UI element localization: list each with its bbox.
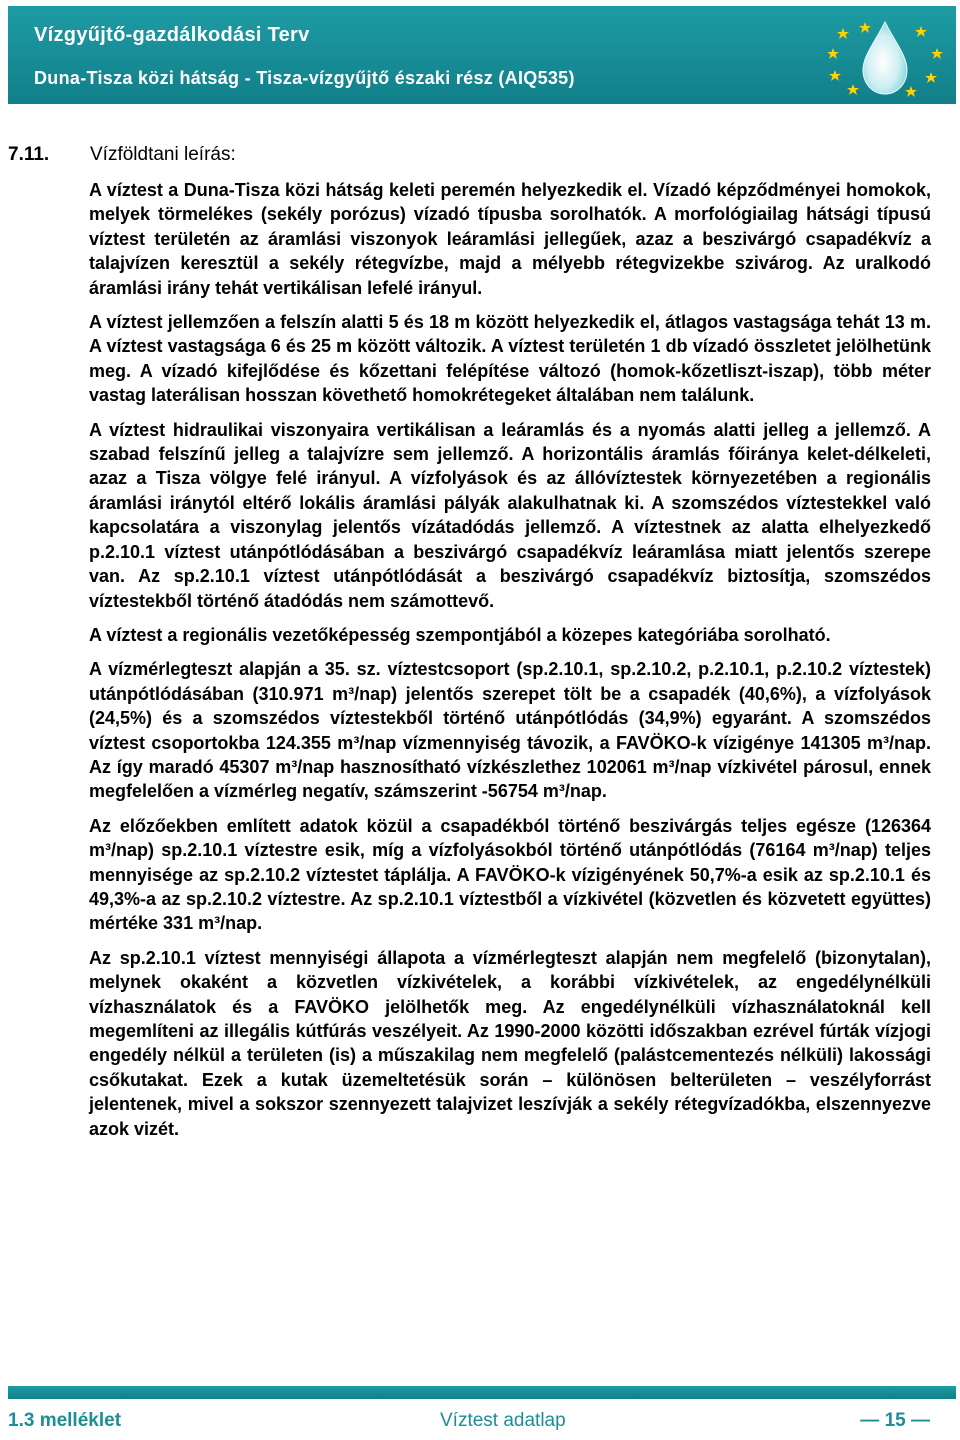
section-number: 7.11. [8,144,50,165]
footer-page-number: — 15 — [860,1410,930,1431]
paragraph-7: Az sp.2.10.1 víztest mennyiségi állapota a vízmérlegteszt alapján nem megfelelő (bizonytalan), melynek okaként a közvetlen vízkivételek, a korábbi vízkivételek, az engedélynélküli vízhasználatok és a FAVÖKO jelölhetők meg. Az engedélynélküli vízhasználatoknál kell megemlíteni az illegális kútfúrás veszélyeit. Az 1990-2000 közötti időszakban ezrével fúrták vízjogi engedély nélkül a területen (is) a műszakilag nem megfelelő (palástcementezés nélküli) lakossági csőkutakat. Ezek a kutak üzemeltetésük során – különösen belterületen – veszélyforrást jelentenek, mivel a sokszor szennyezett talajvizet leszívják a sekély rétegvízadókba, elszennyezve azok vizét. [89,947,931,1139]
paragraph-1: A víztest a Duna-Tisza közi hátság keleti peremén helyezkedik el. Vízadó képződményei homokok, melyek törmelékes (sekély porózus) vízadó típusba sorolhatók. A morfológiailag hátsági típusú víztest területén az áramlási viszonyok leáramlási jellegűek, azaz a beszivárgó csapadékvíz a talajvízen keresztül a sekély rétegvízbe, majd a mélyebb rétegvizekbe szivárog. Az uralkodó áramlási irány tehát vertikálisan lefelé irányul. [89,180,931,298]
section-heading [8,144,236,166]
section-title: Vízföldtani leírás: [90,144,236,165]
header-subtitle: Duna-Tisza közi hátság - Tisza-vízgyűjtő északi rész (AIQ535) [34,68,575,88]
paragraph-3: A víztest hidraulikai viszonyaira vertikálisan a leáramlás és a nyomás alatti jelleg a jellemző. A szabad felszínű jelleg a talajvízre sem jellemző. A horizontális áramlás főiránya kelet-délkeleti, azaz a Tisza völgye felé irányul. A vízfolyások és az állóvíztestek környezetében a regionális áramlási iránytól eltérő lokális áramlási pályák alakulhatnak ki. A szomszédos víztestekkel való kapcsolatára a viszonylag jelentős vízátadódás jellemző. A víztestnek az alatta elhelyezkedő p.2.10.1 víztest utánpótlódásában a beszivárgó csapadékvíz leáramlása miatt jelentős szerepe van. Az sp.2.10.1 víztest utánpótlódását a beszivárgó csapadékvíz biztosítja, szomszédos víztestekből történő átadódás nem számottevő. [89,419,931,611]
header-title: Vízgyűjtő-gazdálkodási Terv [34,24,310,46]
footer-annex: 1.3 melléklet [8,1410,122,1431]
body-text [89,178,931,1151]
paragraph-2: A víztest jellemzően a felszín alatti 5 és 18 m között helyezkedik el, átlagos vastagsága tehát 13 m. A víztest vastagsága 6 és 25 m között változik. A víztest területén 1 db vízadó összletet jelölhetünk meg. A vízadó kifejlődése és kőzettani felépítése változó (homok-kőzetliszt-iszap), több méter vastag laterálisan hosszan követhető homokrétegeket általában nem találunk. [89,312,931,406]
header-band [8,6,956,104]
eu-water-drop-logo-icon [813,18,953,98]
paragraph-4: A víztest a regionális vezetőképesség szempontjából a közepes kategóriába sorolható. [89,624,831,645]
footer-band [8,1386,956,1399]
footer-center-title: Víztest adatlap [440,1410,566,1431]
paragraph-6: Az előzőekben említett adatok közül a csapadékból történő beszivárgás teljes egésze (126364 m³/nap) sp.2.10.1 víztestre esik, míg a vízfolyásokból történő utánpótlódás (76164 m³/nap) teljes mennyisége az sp.2.10.2 víztestet táplálja. A FAVÖKO-k vízigényének 50,7%-a esik az sp.2.10.1 és 49,3%-a az sp.2.10.2 víztestre. Az sp.2.10.1 víztestből a vízkivétel (közvetlen és közvetett együttes) mértéke 331 m³/nap. [89,815,931,934]
paragraph-5: A vízmérlegteszt alapján a 35. sz. víztestcsoport (sp.2.10.1, sp.2.10.2, p.2.10.1, p.2.10.2 víztestek) utánpótlódásában (310.971 m³/nap) jelentős szerepet tölt be a csapadék (40,6%), a vízfolyások (24,5%) és a szomszédos víztestekből történő utánpótlódás (34,9%) egyaránt. A szomszédos víztest csoportokba 124.355 m³/nap vízmennyiség távozik, a FAVÖKO-k vízigénye 141305 m³/nap. Az így maradó 45307 m³/nap hasznosítható vízkészlethez 102061 m³/nap vízkivétel párosul, ennek megfelelően a vízmérleg negatív, számszerint -56754 m³/nap. [89,659,931,802]
